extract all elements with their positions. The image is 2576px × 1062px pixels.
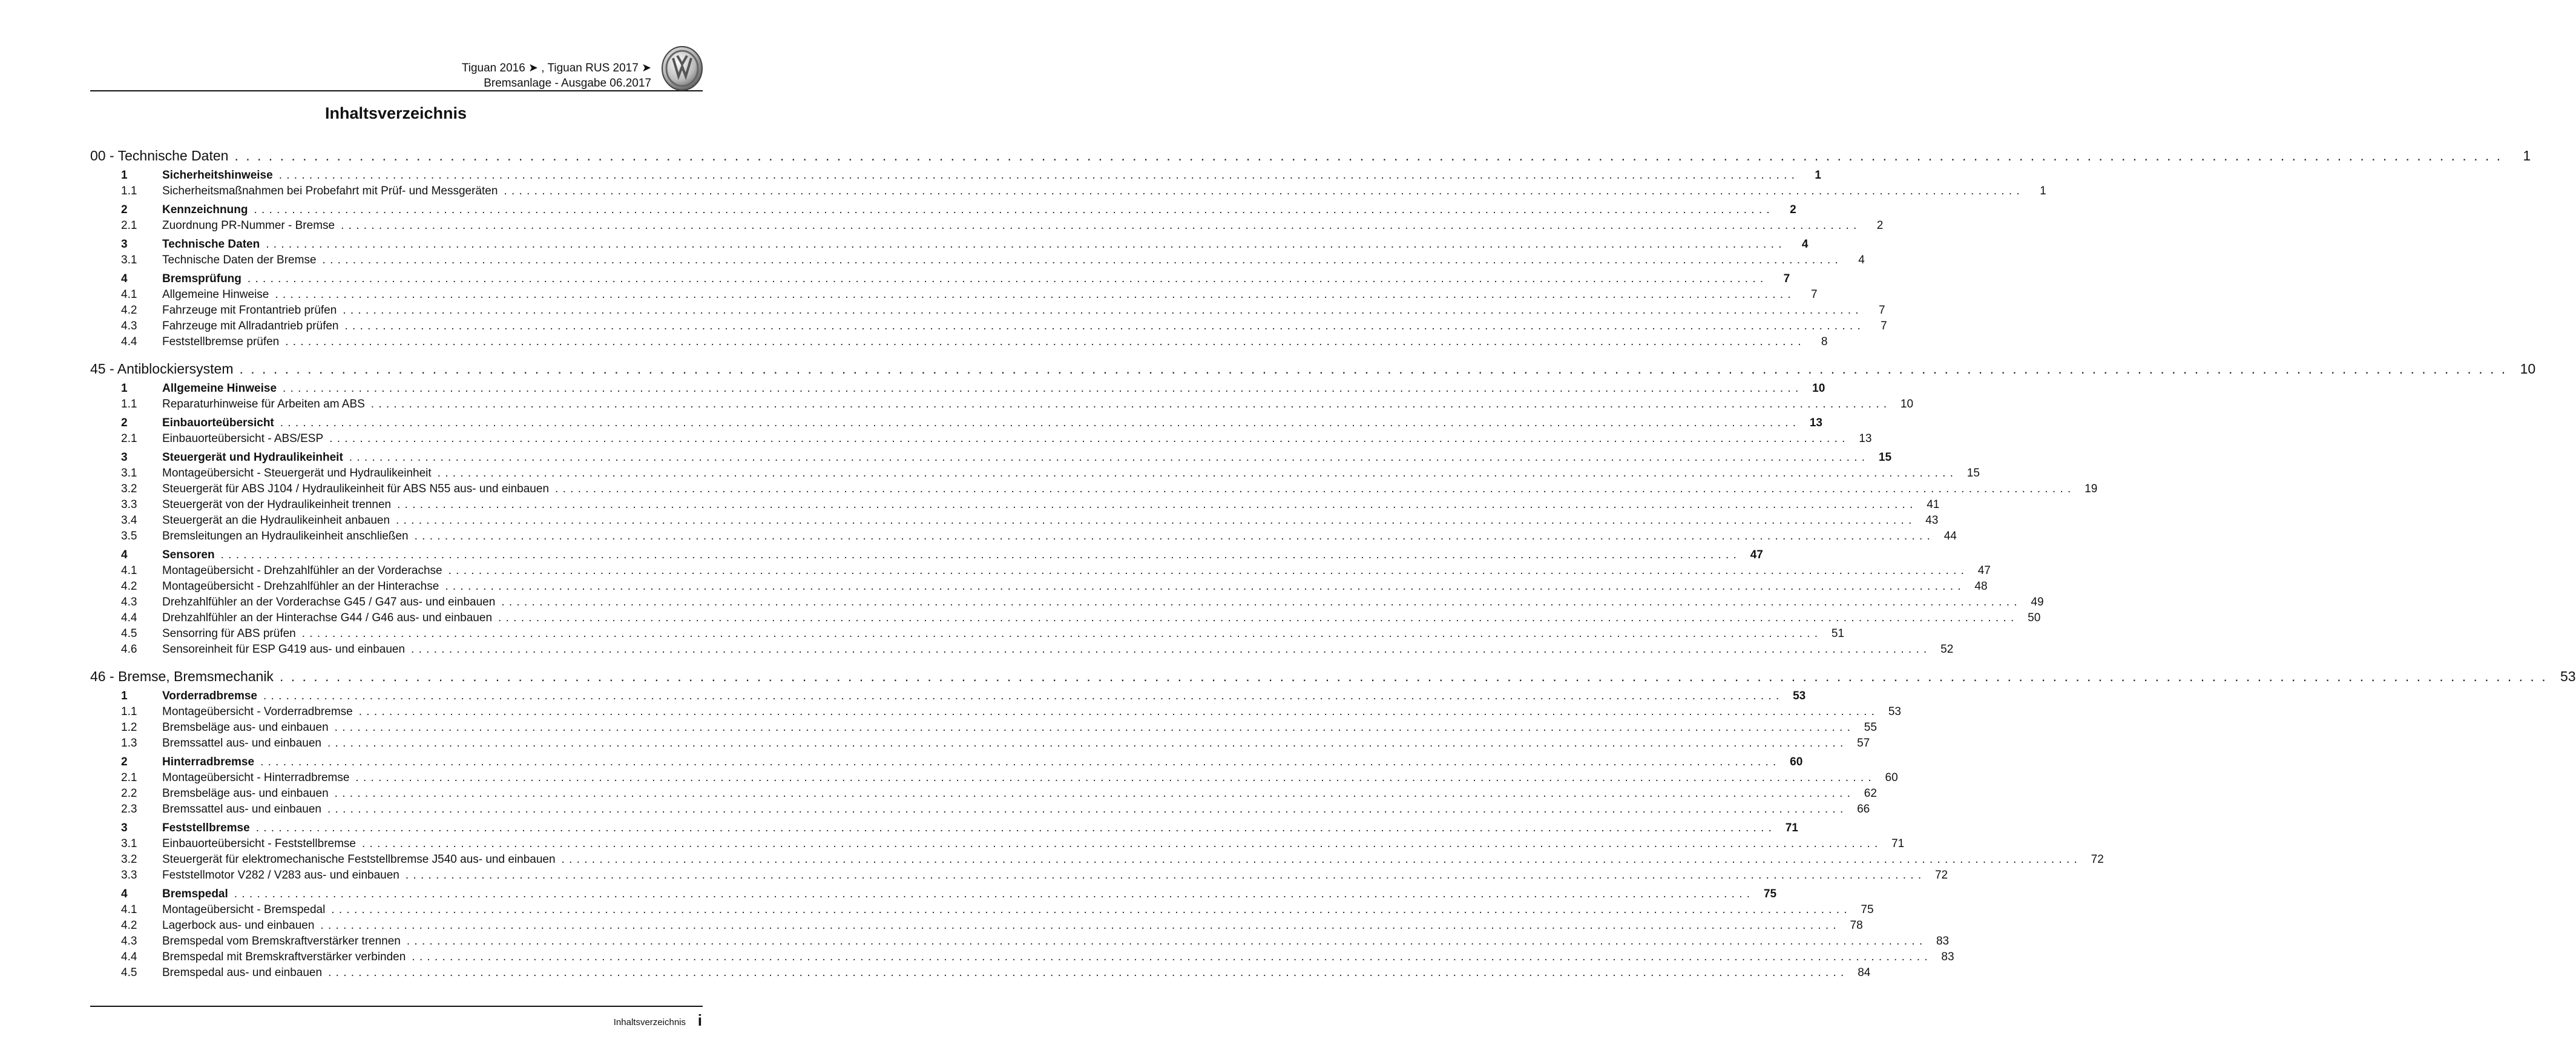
toc-entry[interactable] xyxy=(90,318,1887,334)
toc-entry-title: Bremsbeläge aus- und einbauen xyxy=(162,787,329,800)
toc-entry-title: Montageübersicht - Bremspedal xyxy=(162,903,326,916)
toc-entry[interactable] xyxy=(90,529,1957,544)
toc-entry-page: 53 xyxy=(1888,705,1901,718)
toc-entry[interactable] xyxy=(90,704,1901,720)
toc-entry-page: 43 xyxy=(1925,514,1939,527)
toc-entry[interactable] xyxy=(90,431,1872,447)
toc-entry-page: 71 xyxy=(1891,837,1905,850)
toc-entry-page: 44 xyxy=(1944,530,1957,543)
toc-entry-number: 4.2 xyxy=(121,304,137,317)
toc-entry-number: 2.3 xyxy=(121,803,137,816)
toc-entry-title: Montageübersicht - Drehzahlfühler an der Vorderachse xyxy=(162,564,442,577)
dot-leader: . . . . . . . . . . . . . . . . . . . . . . . . . . . . . . . . . . . . . . . . . . . . . . . . . . . . . . . . . . . . . . . . . . . . . . . . . . . . . . . . . . . . . . . . . . . . . . . . . . . . . . . . . . . . . . . . . . . . . . . . . . . . . . . . . . . . . . . . . . . . . . . . . . . . . . . . . . . . . . . . . . . . . . . . . . . . . . . . . . . . . . . . . . . . . . . . . . . . . . . . xyxy=(247,272,1764,285)
toc-entry-page: 66 xyxy=(1857,803,1870,816)
toc-entry-number: 3.1 xyxy=(121,467,137,480)
toc-chapter[interactable] xyxy=(90,667,2576,687)
toc-entry[interactable] xyxy=(90,252,1865,268)
dot-leader: . . . . . . . . . . . . . . . . . . . . . . . . . . . . . . . . . . . . . . . . . . . . . . . . . . . . . . . . . . . . . . . . . . . . . . . . . . . . . . . . . . . . . . . . . . . . . . . . . . . . . . . . . . . . . . . . . . . . . . . . . . . . . . . . . . . . . . . . . . . . . . . . . . . . . . . . . . . . . . . . . . . . . . . . . . . . . . . . . . . . . . . . . . . . . . . . . . . . . . . . xyxy=(344,320,1861,332)
toc-entry-page: 72 xyxy=(1934,869,1948,882)
toc-entry-title: Fahrzeuge mit Allradantrieb prüfen xyxy=(162,320,339,332)
dot-leader: . . . . . . . . . . . . . . . . . . . . . . . . . . . . . . . . . . . . . . . . . . . . . . . . . . . . . . . . . . . . . . . . . . . . . . . . . . . . . . . . . . . . . . . . . . . . . . . . . . . . . . . . . . . . . . . . . . . . . . . . . . . . . . . . . . . . . . . . . . . . . . . . . . . . . . . . . . . . . . . . . . . . . . . . . . . . . . . . . . . . . . . . . . . . . . . . . . . . . . . . xyxy=(320,919,1836,932)
toc-entry-title: Bremsleitungen an Hydraulikeinheit anschließen xyxy=(162,530,409,543)
toc-section-title: Bremspedal xyxy=(162,888,228,900)
toc-chapter-title: 46 - Bremse, Bremsmechanik xyxy=(90,668,274,684)
dot-leader: . . . . . . . . . . . . . . . . . . . . . . . . . . . . . . . . . . . . . . . . . . . . . . . . . . . . . . . . . . . . . . . . . . . . . . . . . . . . . . . . . . . . . . . . . . . . . . . . . . . . . . . . . . . . . . . . . . . . . . . . . . . . . . . . . . . . . . . . . . . . . . . . . . . . . . . . . . . . . . . . . . . . . . . . . . . . . . . . . . . . . . . . . . . . . . . . . . . . . . . . xyxy=(406,935,1923,948)
toc-section[interactable] xyxy=(90,202,1796,218)
toc-section-number: 4 xyxy=(121,272,128,285)
toc-section-number: 1 xyxy=(121,169,128,182)
dot-leader: . . . . . . . . . . . . . . . . . . . . . . . . . . . . . . . . . . . . . . . . . . . . . . . . . . . . . . . . . . . . . . . . . . . . . . . . . . . . . . . . . . . . . . . . . . . . . . . . . . . . . . . . . . . . . . . . . . . . . . . . . . . . . . . . . . . . . . . . . . . . . . . . . . . . . . . . . . . . . . . . . . . . . . . . . . . . . . . . . . . . . . . . . . . . . . . . . . . . . . . . xyxy=(504,185,2020,197)
toc-entry-page: 13 xyxy=(1859,432,1872,445)
footer-label: Inhaltsverzeichnis xyxy=(613,1017,686,1027)
header-divider xyxy=(90,90,703,91)
toc-section-number: 2 xyxy=(121,203,128,216)
toc-entry-number: 3.2 xyxy=(121,853,137,866)
dot-leader: . . . . . . . . . . . . . . . . . . . . . . . . . . . . . . . . . . . . . . . . . . . . . . . . . . . . . . . . . . . . . . . . . . . . . . . . . . . . . . . . . . . . . . . . . . . . . . . . . . . . . . . . . . . . . . . . . . . . . . . . . . . . . . . . . . . . . . . . . . . . . . . . . . . . . . . . . . . . . . . . . . . . . . . . . . . . . . . . . . . . . . . . . . . . . . . . . . . . . . . . xyxy=(411,643,1927,656)
dot-leader: . . . . . . . . . . . . . . . . . . . . . . . . . . . . . . . . . . . . . . . . . . . . . . . . . . . . . . . . . . . . . . . . . . . . . . . . . . . . . . . . . . . . . . . . . . . . . . . . . . . . . . . . . . . . . . . . . . . . . . . . . . . . . . . . . . . . . . . . . . . . . . . . . . . . . . . . . . . . . . . . . . . . . . . . . . . . . . . . . . . . . . . . . . . . . . . . . . . . . . . . xyxy=(263,690,1779,702)
toc-entry-page: 55 xyxy=(1864,721,1877,734)
toc-entry-page: 52 xyxy=(1940,643,1954,656)
toc-entry-number: 3.3 xyxy=(121,869,137,882)
toc-section-page: 60 xyxy=(1790,756,1803,768)
toc-entry-number: 1.2 xyxy=(121,721,137,734)
toc-section-number: 3 xyxy=(121,822,128,834)
toc-entry-title: Einbauorteübersicht - Feststellbremse xyxy=(162,837,356,850)
toc-entry[interactable] xyxy=(90,770,1898,786)
dot-leader: . . . . . . . . . . . . . . . . . . . . . . . . . . . . . . . . . . . . . . . . . . . . . . . . . . . . . . . . . . . . . . . . . . . . . . . . . . . . . . . . . . . . . . . . . . . . . . . . . . . . . . . . . . . . . . . . . . . . . . . . . . . . . . . . . . . . . . . . . . . . . . . . . . . . . . . . . . . . . . . . . . . . . . . . . . . . . . . . . . . . . . . . . . . . . . . . . . . . . . . . xyxy=(414,530,1930,543)
toc-entry-number: 4.3 xyxy=(121,935,137,948)
dot-leader: . . . . . . . . . . . . . . . . . . . . . . . . . . . . . . . . . . . . . . . . . . . . . . . . . . . . . . . . . . . . . . . . . . . . . . . . . . . . . . . . . . . . . . . . . . . . . . . . . . . . . . . . . . . . . . . . . . . . . . . . . . . . . . . . . . . . . . . . . . . . . . . . . . . . . . . . . . . . . . . . . . . . . . . . . . . . . . . . . . . . . . . . . . . . . . . . . . . . . . . . xyxy=(370,398,1887,411)
toc-chapter[interactable] xyxy=(90,146,2531,166)
toc-chapter-page: 10 xyxy=(2520,361,2536,377)
dot-leader: . . . . . . . . . . . . . . . . . . . . . . . . . . . . . . . . . . . . . . . . . . . . . . . . . . . . . . . . . . . . . . . . . . . . . . . . . . . . . . . . . . . . . . . . . . . . . . . . . . . . . . . . . . . . . . . . . . . . . . . . . . . . . . . . . . . . . . . . . . . . . . . . . . . . . . . . . . . . . . . . . . . . . . . . . . . . . . . . . . . . . . . . . . . . . . . . . . . . . . . . xyxy=(234,148,2501,163)
toc-entry-number: 4.6 xyxy=(121,643,137,656)
toc-section-number: 4 xyxy=(121,888,128,900)
toc-entry-title: Steuergerät für ABS J104 / Hydraulikeinheit für ABS N55 aus- und einbauen xyxy=(162,483,550,495)
toc-entry-page: 48 xyxy=(1974,580,1988,593)
toc-entry-title: Bremssattel aus- und einbauen xyxy=(162,803,321,816)
toc-entry-title: Bremspedal aus- und einbauen xyxy=(162,966,323,979)
toc-entry[interactable] xyxy=(90,902,1874,918)
toc-entry-page: 2 xyxy=(1876,219,1884,232)
dot-leader: . . . . . . . . . . . . . . . . . . . . . . . . . . . . . . . . . . . . . . . . . . . . . . . . . . . . . . . . . . . . . . . . . . . . . . . . . . . . . . . . . . . . . . . . . . . . . . . . . . . . . . . . . . . . . . . . . . . . . . . . . . . . . . . . . . . . . . . . . . . . . . . . . . . . . . . . . . . . . . . . . . . . . . . . . . . . . . . . . . . . . . . . . . . . . . . . . . . . . . . . xyxy=(328,966,1844,979)
table-of-contents xyxy=(90,146,2576,981)
toc-entry-page: 1 xyxy=(2040,185,2046,197)
toc-section-title: Sensoren xyxy=(162,549,215,561)
dot-leader: . . . . . . . . . . . . . . . . . . . . . . . . . . . . . . . . . . . . . . . . . . . . . . . . . . . . . . . . . . . . . . . . . . . . . . . . . . . . . . . . . . . . . . . . . . . . . . . . . . . . . . . . . . . . . . . . . . . . . . . . . . . . . . . . . . . . . . . . . . . . . . . . . . . . . . . . . . . . . . . . . . . . . . . . . . . . . . . . . . . . . . . . . . . . . . . . . . . . . . . . xyxy=(396,514,1912,527)
toc-section-page: 47 xyxy=(1750,549,1763,561)
toc-entry-number: 4.1 xyxy=(121,903,137,916)
dot-leader: . . . . . . . . . . . . . . . . . . . . . . . . . . . . . . . . . . . . . . . . . . . . . . . . . . . . . . . . . . . . . . . . . . . . . . . . . . . . . . . . . . . . . . . . . . . . . . . . . . . . . . . . . . . . . . . . . . . . . . . . . . . . . . . . . . . . . . . . . . . . . . . . . . . . . . . . . . . . . . . . . . . . . . . . . . . . . . . . . . . . . . . . . . . . . . . . . . . . . . . . xyxy=(280,417,1796,429)
toc-entry[interactable] xyxy=(90,965,1871,981)
header-models: Tiguan 2016 ➤ , Tiguan RUS 2017 ➤ xyxy=(461,62,651,74)
toc-entry[interactable] xyxy=(90,868,1948,883)
toc-section-number: 2 xyxy=(121,756,128,768)
toc-entry-title: Steuergerät für elektromechanische Feststellbremse J540 aus- und einbauen xyxy=(162,853,556,866)
toc-entry[interactable] xyxy=(90,497,1940,513)
toc-entry-number: 3.2 xyxy=(121,483,137,495)
dot-leader: . . . . . . . . . . . . . . . . . . . . . . . . . . . . . . . . . . . . . . . . . . . . . . . . . . . . . . . . . . . . . . . . . . . . . . . . . . . . . . . . . . . . . . . . . . . . . . . . . . . . . . . . . . . . . . . . . . . . . . . . . . . . . . . . . . . . . . . . . . . . . . . . . . . . . . . . . . . . . . . . . . . . . . . . . . . . . . . . . . . . . . . . . . . . . . . . . . . . . . . . xyxy=(278,169,1795,182)
toc-entry-number: 2.2 xyxy=(121,787,137,800)
toc-entry-title: Zuordnung PR-Nummer - Bremse xyxy=(162,219,335,232)
dot-leader: . . . . . . . . . . . . . . . . . . . . . . . . . . . . . . . . . . . . . . . . . . . . . . . . . . . . . . . . . . . . . . . . . . . . . . . . . . . . . . . . . . . . . . . . . . . . . . . . . . . . . . . . . . . . . . . . . . . . . . . . . . . . . . . . . . . . . . . . . . . . . . . . . . . . . . . . . . . . . . . . . . . . . . . . . . . . . . . . . . . . . . . . . . . . . . . . . . . . . . . . xyxy=(397,498,1913,511)
toc-section-title: Hinterradbremse xyxy=(162,756,255,768)
dot-leader: . . . . . . . . . . . . . . . . . . . . . . . . . . . . . . . . . . . . . . . . . . . . . . . . . . . . . . . . . . . . . . . . . . . . . . . . . . . . . . . . . . . . . . . . . . . . . . . . . . . . . . . . . . . . . . . . . . . . . . . . . . . . . . . . . . . . . . . . . . . . . . . . . . . . . . . . . . . . . . . . . . . . . . . . . . . . . . . . . . . . . . . . . . . . . . . . . . . . . . . . xyxy=(412,951,1928,963)
dot-leader: . . . . . . . . . . . . . . . . . . . . . . . . . . . . . . . . . . . . . . . . . . . . . . . . . . . . . . . . . . . . . . . . . . . . . . . . . . . . . . . . . . . . . . . . . . . . . . . . . . . . . . . . . . . . . . . . . . . . . . . . . . . . . . . . . . . . . . . . . . . . . . . . . . . . . . . . . . . . . . . . . . . . . . . . . . . . . . . . . . . . . . . . . . . . . . . . . . . . . . . . xyxy=(266,238,1782,251)
toc-section[interactable] xyxy=(90,237,1809,252)
toc-entry[interactable] xyxy=(90,949,1954,965)
toc-entry[interactable] xyxy=(90,595,2044,610)
toc-entry-title: Montageübersicht - Vorderradbremse xyxy=(162,705,353,718)
toc-entry-page: 51 xyxy=(1831,627,1844,640)
toc-entry-number: 4.5 xyxy=(121,966,137,979)
toc-entry-page: 75 xyxy=(1861,903,1874,916)
toc-entry-number: 4.5 xyxy=(121,627,137,640)
toc-entry[interactable] xyxy=(90,334,1828,350)
toc-entry-number: 4.1 xyxy=(121,564,137,577)
toc-section-page: 4 xyxy=(1801,238,1809,251)
toc-entry[interactable] xyxy=(90,218,1884,234)
toc-entry-number: 4.4 xyxy=(121,335,137,348)
toc-section-title: Steuergerät und Hydraulikeinheit xyxy=(162,451,343,464)
header-edition: Bremsanlage - Ausgabe 06.2017 xyxy=(484,77,651,90)
toc-entry-page: 41 xyxy=(1927,498,1940,511)
footer-divider xyxy=(90,1006,703,1007)
toc-section[interactable] xyxy=(90,688,1806,704)
toc-entry-page: 83 xyxy=(1941,951,1954,963)
toc-section[interactable] xyxy=(90,415,1822,431)
toc-entry-page: 15 xyxy=(1966,467,1980,480)
toc-entry-number: 1.1 xyxy=(121,705,137,718)
toc-section[interactable] xyxy=(90,886,1777,902)
toc-entry[interactable] xyxy=(90,579,1988,595)
toc-entry-page: 7 xyxy=(1878,304,1885,317)
toc-section-number: 2 xyxy=(121,417,128,429)
toc-section-title: Sicherheitshinweise xyxy=(162,169,273,182)
toc-section-page: 1 xyxy=(1815,169,1821,182)
toc-entry-page: 72 xyxy=(2091,853,2104,866)
toc-section[interactable] xyxy=(90,381,1825,397)
dot-leader: . . . . . . . . . . . . . . . . . . . . . . . . . . . . . . . . . . . . . . . . . . . . . . . . . . . . . . . . . . . . . . . . . . . . . . . . . . . . . . . . . . . . . . . . . . . . . . . . . . . . . . . . . . . . . . . . . . . . . . . . . . . . . . . . . . . . . . . . . . . . . . . . . . . . . . . . . . . . . . . . . . . . . . . . . . . . . . . . . . . . . . . . . . . . . . . . . . . . . . . . xyxy=(501,596,2017,609)
toc-entry-title: Montageübersicht - Hinterradbremse xyxy=(162,771,350,784)
toc-entry-title: Feststellbremse prüfen xyxy=(162,335,280,348)
toc-entry-title: Allgemeine Hinweise xyxy=(162,288,269,301)
toc-entry[interactable] xyxy=(90,481,2098,497)
toc-entry[interactable] xyxy=(90,610,2041,626)
toc-entry-number: 4.3 xyxy=(121,596,137,609)
toc-entry-page: 4 xyxy=(1858,254,1865,266)
toc-entry-title: Bremsbeläge aus- und einbauen xyxy=(162,721,329,734)
toc-entry-page: 78 xyxy=(1850,919,1863,932)
toc-entry-title: Drehzahlfühler an der Hinterachse G44 / G46 aus- und einbauen xyxy=(162,612,493,624)
dot-leader: . . . . . . . . . . . . . . . . . . . . . . . . . . . . . . . . . . . . . . . . . . . . . . . . . . . . . . . . . . . . . . . . . . . . . . . . . . . . . . . . . . . . . . . . . . . . . . . . . . . . . . . . . . . . . . . . . . . . . . . . . . . . . . . . . . . . . . . . . . . . . . . . . . . . . . . . . . . . . . . . . . . . . . . . . . . . . . . . . . . . . . . . . . . . . . . . . . . . . . . . xyxy=(260,756,1776,768)
toc-entry-title: Bremssattel aus- und einbauen xyxy=(162,737,321,750)
dot-leader: . . . . . . . . . . . . . . . . . . . . . . . . . . . . . . . . . . . . . . . . . . . . . . . . . . . . . . . . . . . . . . . . . . . . . . . . . . . . . . . . . . . . . . . . . . . . . . . . . . . . . . . . . . . . . . . . . . . . . . . . . . . . . . . . . . . . . . . . . . . . . . . . . . . . . . . . . . . . . . . . . . . . . . . . . . . . . . . . . . . . . . . . . . . . . . . . . . . . . . . . xyxy=(334,787,1850,800)
toc-entry-page: 49 xyxy=(2031,596,2044,609)
dot-leader: . . . . . . . . . . . . . . . . . . . . . . . . . . . . . . . . . . . . . . . . . . . . . . . . . . . . . . . . . . . . . . . . . . . . . . . . . . . . . . . . . . . . . . . . . . . . . . . . . . . . . . . . . . . . . . . . . . . . . . . . . . . . . . . . . . . . . . . . . . . . . . . . . . . . . . . . . . . . . . . . . . . . . . . . . . . . . . . . . . . . . . . . . . . . . . . . . . . . . . . . xyxy=(234,888,1750,900)
toc-entry[interactable] xyxy=(90,287,1818,303)
toc-entry-number: 4.4 xyxy=(121,612,137,624)
dot-leader: . . . . . . . . . . . . . . . . . . . . . . . . . . . . . . . . . . . . . . . . . . . . . . . . . . . . . . . . . . . . . . . . . . . . . . . . . . . . . . . . . . . . . . . . . . . . . . . . . . . . . . . . . . . . . . . . . . . . . . . . . . . . . . . . . . . . . . . . . . . . . . . . . . . . . . . . . . . . . . . . . . . . . . . . . . . . . . . . . . . . . . . . . . . . . . . . . . . . . . . . xyxy=(334,721,1850,734)
toc-entry-title: Technische Daten der Bremse xyxy=(162,254,317,266)
toc-entry-title: Reparaturhinweise für Arbeiten am ABS xyxy=(162,398,365,411)
dot-leader: . . . . . . . . . . . . . . . . . . . . . . . . . . . . . . . . . . . . . . . . . . . . . . . . . . . . . . . . . . . . . . . . . . . . . . . . . . . . . . . . . . . . . . . . . . . . . . . . . . . . . . . . . . . . . . . . . . . . . . . . . . . . . . . . . . . . . . . . . . . . . . . . . . . . . . . . . . . . . . . . . . . . . . . . . . . . . . . . . . . . . . . . . . . . . . . . . . . . . . . . xyxy=(285,335,1801,348)
toc-entry[interactable] xyxy=(90,183,2046,199)
toc-entry-number: 3.1 xyxy=(121,254,137,266)
toc-entry-title: Fahrzeuge mit Frontantrieb prüfen xyxy=(162,304,337,317)
toc-entry-number: 1.1 xyxy=(121,398,137,411)
dot-leader: . . . . . . . . . . . . . . . . . . . . . . . . . . . . . . . . . . . . . . . . . . . . . . . . . . . . . . . . . . . . . . . . . . . . . . . . . . . . . . . . . . . . . . . . . . . . . . . . . . . . . . . . . . . . . . . . . . . . . . . . . . . . . . . . . . . . . . . . . . . . . . . . . . . . . . . . . . . . . . . . . . . . . . . . . . . . . . . . . . . . . . . . . . . . . . . . . . . . . . . . xyxy=(327,803,1844,816)
toc-entry-title: Sensorring für ABS prüfen xyxy=(162,627,296,640)
toc-entry-page: 50 xyxy=(2028,612,2041,624)
toc-entry-number: 4.1 xyxy=(121,288,137,301)
dot-leader: . . . . . . . . . . . . . . . . . . . . . . . . . . . . . . . . . . . . . . . . . . . . . . . . . . . . . . . . . . . . . . . . . . . . . . . . . . . . . . . . . . . . . . . . . . . . . . . . . . . . . . . . . . . . . . . . . . . . . . . . . . . . . . . . . . . . . . . . . . . . . . . . . . . . . . . . . . . . . . . . . . . . . . . . . . . . . . . . . . . . . . . . . . . . . . . . . . . . . . . . xyxy=(301,627,1818,640)
toc-section-number: 1 xyxy=(121,690,128,702)
toc-entry-title: Steuergerät von der Hydraulikeinheit trennen xyxy=(162,498,392,511)
dot-leader: . . . . . . . . . . . . . . . . . . . . . . . . . . . . . . . . . . . . . . . . . . . . . . . . . . . . . . . . . . . . . . . . . . . . . . . . . . . . . . . . . . . . . . . . . . . . . . . . . . . . . . . . . . . . . . . . . . . . . . . . . . . . . . . . . . . . . . . . . . . . . . . . . . . . . . . . . . . . . . . . . . . . . . . . . . . . . . . . . . . . . . . . . . . . . . . . . . . . . . . . xyxy=(561,853,2077,866)
toc-entry-number: 4.3 xyxy=(121,320,137,332)
toc-entry-page: 7 xyxy=(1881,320,1887,332)
toc-entry-page: 47 xyxy=(1977,564,1991,577)
dot-leader: . . . . . . . . . . . . . . . . . . . . . . . . . . . . . . . . . . . . . . . . . . . . . . . . . . . . . . . . . . . . . . . . . . . . . . . . . . . . . . . . . . . . . . . . . . . . . . . . . . . . . . . . . . . . . . . . . . . . . . . . . . . . . . . . . . . . . . . . . . . . . . . . . . . . . . . . . . . . . . . . . . . . . . . . . . . . . . . . . . . . . . . . . . . . . . . . . . . . . . . . xyxy=(445,580,1961,593)
dot-leader: . . . . . . . . . . . . . . . . . . . . . . . . . . . . . . . . . . . . . . . . . . . . . . . . . . . . . . . . . . . . . . . . . . . . . . . . . . . . . . . . . . . . . . . . . . . . . . . . . . . . . . . . . . . . . . . . . . . . . . . . . . . . . . . . . . . . . . . . . . . . . . . . . . . . . . . . . . . . . . . . . . . . . . . . . . . . . . . . . . . . . . . . . . . . . . . . . . . . . . . . xyxy=(322,254,1838,266)
toc-entry-page: 83 xyxy=(1936,935,1950,948)
toc-entry-number: 2.1 xyxy=(121,771,137,784)
toc-entry[interactable] xyxy=(90,786,1877,802)
toc-entry-number: 4.2 xyxy=(121,919,137,932)
toc-section[interactable] xyxy=(90,271,1790,287)
dot-leader: . . . . . . . . . . . . . . . . . . . . . . . . . . . . . . . . . . . . . . . . . . . . . . . . . . . . . . . . . . . . . . . . . . . . . . . . . . . . . . . . . . . . . . . . . . . . . . . . . . . . . . . . . . . . . . . . . . . . . . . . . . . . . . . . . . . . . . . . . . . . . . . . . . . . . . . . . . . . . . . . . . . . . . . . . . . . . . . . . . . . . . . . . . . . . . . . . . . . . . . . xyxy=(355,771,1871,784)
toc-entry-title: Feststellmotor V282 / V283 aus- und einbauen xyxy=(162,869,399,882)
toc-entry[interactable] xyxy=(90,642,1954,658)
toc-entry-page: 57 xyxy=(1857,737,1870,750)
dot-leader: . . . . . . . . . . . . . . . . . . . . . . . . . . . . . . . . . . . . . . . . . . . . . . . . . . . . . . . . . . . . . . . . . . . . . . . . . . . . . . . . . . . . . . . . . . . . . . . . . . . . . . . . . . . . . . . . . . . . . . . . . . . . . . . . . . . . . . . . . . . . . . . . . . . . . . . . . . . . . . . . . . . . . . . . . . . . . . . . . . . . . . . . . . . . . . . . . . . . . . . . xyxy=(275,288,1791,301)
toc-entry-title: Bremspedal vom Bremskraftverstärker trennen xyxy=(162,935,401,948)
toc-entry-title: Bremspedal mit Bremskraftverstärker verbinden xyxy=(162,951,406,963)
dot-leader: . . . . . . . . . . . . . . . . . . . . . . . . . . . . . . . . . . . . . . . . . . . . . . . . . . . . . . . . . . . . . . . . . . . . . . . . . . . . . . . . . . . . . . . . . . . . . . . . . . . . . . . . . . . . . . . . . . . . . . . . . . . . . . . . . . . . . . . . . . . . . . . . . . . . . . . . . . . . . . . . . . . . . . . . . . . . . . . . . . . . . . . . . . . . . . . . . . . . . . . . xyxy=(358,705,1874,718)
dot-leader: . . . . . . . . . . . . . . . . . . . . . . . . . . . . . . . . . . . . . . . . . . . . . . . . . . . . . . . . . . . . . . . . . . . . . . . . . . . . . . . . . . . . . . . . . . . . . . . . . . . . . . . . . . . . . . . . . . . . . . . . . . . . . . . . . . . . . . . . . . . . . . . . . . . . . . . . . . . . . . . . . . . . . . . . . . . . . . . . . . . . . . . . . . . . . . . . . . . . . . . . xyxy=(255,822,1772,834)
toc-entry-page: 84 xyxy=(1858,966,1871,979)
toc-entry-number: 2.1 xyxy=(121,432,137,445)
toc-entry-number: 1.3 xyxy=(121,737,137,750)
document-header xyxy=(462,61,651,91)
toc-entry[interactable] xyxy=(90,720,1877,736)
toc-section[interactable] xyxy=(90,820,1798,836)
toc-entry[interactable] xyxy=(90,303,1885,318)
toc-section-number: 3 xyxy=(121,238,128,251)
toc-section-number: 4 xyxy=(121,549,128,561)
dot-leader: . . . . . . . . . . . . . . . . . . . . . . . . . . . . . . . . . . . . . . . . . . . . . . . . . . . . . . . . . . . . . . . . . . . . . . . . . . . . . . . . . . . . . . . . . . . . . . . . . . . . . . . . . . . . . . . . . . . . . . . . . . . . . . . . . . . . . . . . . . . . . . . . . . . . . . . . . . . . . . . . . . . . . . . . . . . . . . . . . . . . . . . . . . . . . . . . . . . . . . . . xyxy=(498,612,2014,624)
dot-leader: . . . . . . . . . . . . . . . . . . . . . . . . . . . . . . . . . . . . . . . . . . . . . . . . . . . . . . . . . . . . . . . . . . . . . . . . . . . . . . . . . . . . . . . . . . . . . . . . . . . . . . . . . . . . . . . . . . . . . . . . . . . . . . . . . . . . . . . . . . . . . . . . . . . . . . . . . . . . . . . . . . . . . . . . . . . . . . . . . . . . . . . . . . . . . . . . . . . . . . . . xyxy=(448,564,1964,577)
toc-section-title: Feststellbremse xyxy=(162,822,250,834)
toc-section-page: 53 xyxy=(1793,690,1806,702)
toc-entry[interactable] xyxy=(90,466,1980,481)
toc-section-page: 2 xyxy=(1790,203,1796,216)
dot-leader: . . . . . . . . . . . . . . . . . . . . . . . . . . . . . . . . . . . . . . . . . . . . . . . . . . . . . . . . . . . . . . . . . . . . . . . . . . . . . . . . . . . . . . . . . . . . . . . . . . . . . . . . . . . . . . . . . . . . . . . . . . . . . . . . . . . . . . . . . . . . . . . . . . . . . . . . . . . . . . . . . . . . . . . . . . . . . . . . . . . . . . . . . . . . . . . . . . . . . . . . xyxy=(254,203,1770,216)
toc-section-number: 1 xyxy=(121,382,128,395)
dot-leader: . . . . . . . . . . . . . . . . . . . . . . . . . . . . . . . . . . . . . . . . . . . . . . . . . . . . . . . . . . . . . . . . . . . . . . . . . . . . . . . . . . . . . . . . . . . . . . . . . . . . . . . . . . . . . . . . . . . . . . . . . . . . . . . . . . . . . . . . . . . . . . . . . . . . . . . . . . . . . . . . . . . . . . . . . . . . . . . . . . . . . . . . . . . . . . . . . . . . . . . . xyxy=(349,451,1865,464)
toc-entry-title: Einbauorteübersicht - ABS/ESP xyxy=(162,432,324,445)
toc-entry-number: 2.1 xyxy=(121,219,137,232)
toc-entry-number: 1.1 xyxy=(121,185,137,197)
toc-section-page: 71 xyxy=(1785,822,1798,834)
toc-chapter-page: 1 xyxy=(2523,148,2531,163)
dot-leader: . . . . . . . . . . . . . . . . . . . . . . . . . . . . . . . . . . . . . . . . . . . . . . . . . . . . . . . . . . . . . . . . . . . . . . . . . . . . . . . . . . . . . . . . . . . . . . . . . . . . . . . . . . . . . . . . . . . . . . . . . . . . . . . . . . . . . . . . . . . . . . . . . . . . . . . . . . . . . . . . . . . . . . . . . . . . . . . . . . . . . . . . . . . . . . . . . . . . . . . . xyxy=(239,361,2506,377)
toc-section-title: Vorderradbremse xyxy=(162,690,257,702)
toc-entry-page: 19 xyxy=(2085,483,2098,495)
toc-entry[interactable] xyxy=(90,918,1863,934)
dot-leader: . . . . . . . . . . . . . . . . . . . . . . . . . . . . . . . . . . . . . . . . . . . . . . . . . . . . . . . . . . . . . . . . . . . . . . . . . . . . . . . . . . . . . . . . . . . . . . . . . . . . . . . . . . . . . . . . . . . . . . . . . . . . . . . . . . . . . . . . . . . . . . . . . . . . . . . . . . . . . . . . . . . . . . . . . . . . . . . . . . . . . . . . . . . . . . . . . . . . . . . . xyxy=(341,219,1857,232)
toc-entry-number: 3.3 xyxy=(121,498,137,511)
dot-leader: . . . . . . . . . . . . . . . . . . . . . . . . . . . . . . . . . . . . . . . . . . . . . . . . . . . . . . . . . . . . . . . . . . . . . . . . . . . . . . . . . . . . . . . . . . . . . . . . . . . . . . . . . . . . . . . . . . . . . . . . . . . . . . . . . . . . . . . . . . . . . . . . . . . . . . . . . . . . . . . . . . . . . . . . . . . . . . . . . . . . . . . . . . . . . . . . . . . . . . . . xyxy=(329,432,1845,445)
page-title: Inhaltsverzeichnis xyxy=(324,104,467,122)
dot-leader: . . . . . . . . . . . . . . . . . . . . . . . . . . . . . . . . . . . . . . . . . . . . . . . . . . . . . . . . . . . . . . . . . . . . . . . . . . . . . . . . . . . . . . . . . . . . . . . . . . . . . . . . . . . . . . . . . . . . . . . . . . . . . . . . . . . . . . . . . . . . . . . . . . . . . . . . . . . . . . . . . . . . . . . . . . . . . . . . . . . . . . . . . . . . . . . . . . . . . . . . xyxy=(405,869,1922,882)
toc-entry[interactable] xyxy=(90,626,1844,642)
toc-section-page: 13 xyxy=(1809,417,1822,429)
toc-section-title: Allgemeine Hinweise xyxy=(162,382,277,395)
toc-entry-number: 3.4 xyxy=(121,514,137,527)
toc-section-page: 7 xyxy=(1783,272,1790,285)
toc-entry-title: Montageübersicht - Drehzahlfühler an der Hinterachse xyxy=(162,580,439,593)
toc-entry-number: 3.1 xyxy=(121,837,137,850)
toc-entry-title: Sicherheitsmaßnahmen bei Probefahrt mit Prüf- und Messgeräten xyxy=(162,185,498,197)
toc-entry-page: 60 xyxy=(1885,771,1898,784)
dot-leader: . . . . . . . . . . . . . . . . . . . . . . . . . . . . . . . . . . . . . . . . . . . . . . . . . . . . . . . . . . . . . . . . . . . . . . . . . . . . . . . . . . . . . . . . . . . . . . . . . . . . . . . . . . . . . . . . . . . . . . . . . . . . . . . . . . . . . . . . . . . . . . . . . . . . . . . . . . . . . . . . . . . . . . . . . . . . . . . . . . . . . . . . . . . . . . . . . . . . . . . . xyxy=(361,837,1878,850)
dot-leader: . . . . . . . . . . . . . . . . . . . . . . . . . . . . . . . . . . . . . . . . . . . . . . . . . . . . . . . . . . . . . . . . . . . . . . . . . . . . . . . . . . . . . . . . . . . . . . . . . . . . . . . . . . . . . . . . . . . . . . . . . . . . . . . . . . . . . . . . . . . . . . . . . . . . . . . . . . . . . . . . . . . . . . . . . . . . . . . . . . . . . . . . . . . . . . . . . . . . . . . . xyxy=(327,737,1844,750)
toc-section-page: 15 xyxy=(1878,451,1892,464)
toc-entry-title: Lagerbock aus- und einbauen xyxy=(162,919,315,932)
dot-leader: . . . . . . . . . . . . . . . . . . . . . . . . . . . . . . . . . . . . . . . . . . . . . . . . . . . . . . . . . . . . . . . . . . . . . . . . . . . . . . . . . . . . . . . . . . . . . . . . . . . . . . . . . . . . . . . . . . . . . . . . . . . . . . . . . . . . . . . . . . . . . . . . . . . . . . . . . . . . . . . . . . . . . . . . . . . . . . . . . . . . . . . . . . . . . . . . . . . . . . . . xyxy=(331,903,1847,916)
toc-entry-title: Montageübersicht - Steuergerät und Hydraulikeinheit xyxy=(162,467,432,480)
toc-section-title: Kennzeichnung xyxy=(162,203,248,216)
dot-leader: . . . . . . . . . . . . . . . . . . . . . . . . . . . . . . . . . . . . . . . . . . . . . . . . . . . . . . . . . . . . . . . . . . . . . . . . . . . . . . . . . . . . . . . . . . . . . . . . . . . . . . . . . . . . . . . . . . . . . . . . . . . . . . . . . . . . . . . . . . . . . . . . . . . . . . . . . . . . . . . . . . . . . . . . . . . . . . . . . . . . . . . . . . . . . . . . . . . . . . . . xyxy=(555,483,2071,495)
toc-section[interactable] xyxy=(90,168,1821,183)
toc-section-page: 10 xyxy=(1812,382,1825,395)
toc-entry[interactable] xyxy=(90,736,1870,751)
toc-entry-number: 4.4 xyxy=(121,951,137,963)
toc-entry[interactable] xyxy=(90,513,1939,529)
toc-entry[interactable] xyxy=(90,836,1905,852)
dot-leader: . . . . . . . . . . . . . . . . . . . . . . . . . . . . . . . . . . . . . . . . . . . . . . . . . . . . . . . . . . . . . . . . . . . . . . . . . . . . . . . . . . . . . . . . . . . . . . . . . . . . . . . . . . . . . . . . . . . . . . . . . . . . . . . . . . . . . . . . . . . . . . . . . . . . . . . . . . . . . . . . . . . . . . . . . . . . . . . . . . . . . . . . . . . . . . . . . . . . . . . . xyxy=(279,668,2546,684)
toc-section-title: Technische Daten xyxy=(162,238,260,251)
dot-leader: . . . . . . . . . . . . . . . . . . . . . . . . . . . . . . . . . . . . . . . . . . . . . . . . . . . . . . . . . . . . . . . . . . . . . . . . . . . . . . . . . . . . . . . . . . . . . . . . . . . . . . . . . . . . . . . . . . . . . . . . . . . . . . . . . . . . . . . . . . . . . . . . . . . . . . . . . . . . . . . . . . . . . . . . . . . . . . . . . . . . . . . . . . . . . . . . . . . . . . . . xyxy=(343,304,1859,317)
toc-section[interactable] xyxy=(90,754,1803,770)
vw-logo-icon xyxy=(660,46,705,91)
toc-entry-page: 7 xyxy=(1811,288,1818,301)
dot-leader: . . . . . . . . . . . . . . . . . . . . . . . . . . . . . . . . . . . . . . . . . . . . . . . . . . . . . . . . . . . . . . . . . . . . . . . . . . . . . . . . . . . . . . . . . . . . . . . . . . . . . . . . . . . . . . . . . . . . . . . . . . . . . . . . . . . . . . . . . . . . . . . . . . . . . . . . . . . . . . . . . . . . . . . . . . . . . . . . . . . . . . . . . . . . . . . . . . . . . . . . xyxy=(437,467,1953,480)
toc-entry[interactable] xyxy=(90,563,1991,579)
toc-entry[interactable] xyxy=(90,934,1950,949)
toc-section[interactable] xyxy=(90,547,1763,563)
toc-section-number: 3 xyxy=(121,451,128,464)
dot-leader: . . . . . . . . . . . . . . . . . . . . . . . . . . . . . . . . . . . . . . . . . . . . . . . . . . . . . . . . . . . . . . . . . . . . . . . . . . . . . . . . . . . . . . . . . . . . . . . . . . . . . . . . . . . . . . . . . . . . . . . . . . . . . . . . . . . . . . . . . . . . . . . . . . . . . . . . . . . . . . . . . . . . . . . . . . . . . . . . . . . . . . . . . . . . . . . . . . . . . . . . xyxy=(220,549,1736,561)
toc-chapter[interactable] xyxy=(90,359,2536,379)
toc-section-page: 75 xyxy=(1763,888,1777,900)
dot-leader: . . . . . . . . . . . . . . . . . . . . . . . . . . . . . . . . . . . . . . . . . . . . . . . . . . . . . . . . . . . . . . . . . . . . . . . . . . . . . . . . . . . . . . . . . . . . . . . . . . . . . . . . . . . . . . . . . . . . . . . . . . . . . . . . . . . . . . . . . . . . . . . . . . . . . . . . . . . . . . . . . . . . . . . . . . . . . . . . . . . . . . . . . . . . . . . . . . . . . . . . xyxy=(283,382,1799,395)
toc-entry-title: Drehzahlfühler an der Vorderachse G45 / G47 aus- und einbauen xyxy=(162,596,496,609)
toc-chapter-page: 53 xyxy=(2560,668,2576,684)
toc-entry[interactable] xyxy=(90,852,2104,868)
toc-entry-page: 62 xyxy=(1864,787,1877,800)
toc-entry[interactable] xyxy=(90,397,1914,412)
toc-entry-title: Steuergerät an die Hydraulikeinheit anbauen xyxy=(162,514,390,527)
toc-entry-number: 4.2 xyxy=(121,580,137,593)
toc-entry-number: 3.5 xyxy=(121,530,137,543)
toc-entry-page: 8 xyxy=(1821,335,1828,348)
toc-entry-title: Sensoreinheit für ESP G419 aus- und einbauen xyxy=(162,643,406,656)
footer-page-number: i xyxy=(697,1011,702,1029)
toc-entry[interactable] xyxy=(90,802,1870,817)
toc-chapter-title: 00 - Technische Daten xyxy=(90,148,229,163)
toc-section-title: Einbauorteübersicht xyxy=(162,417,274,429)
toc-entry-page: 10 xyxy=(1900,398,1914,411)
toc-chapter-title: 45 - Antiblockiersystem xyxy=(90,361,234,377)
toc-section[interactable] xyxy=(90,450,1892,466)
toc-section-title: Bremsprüfung xyxy=(162,272,242,285)
